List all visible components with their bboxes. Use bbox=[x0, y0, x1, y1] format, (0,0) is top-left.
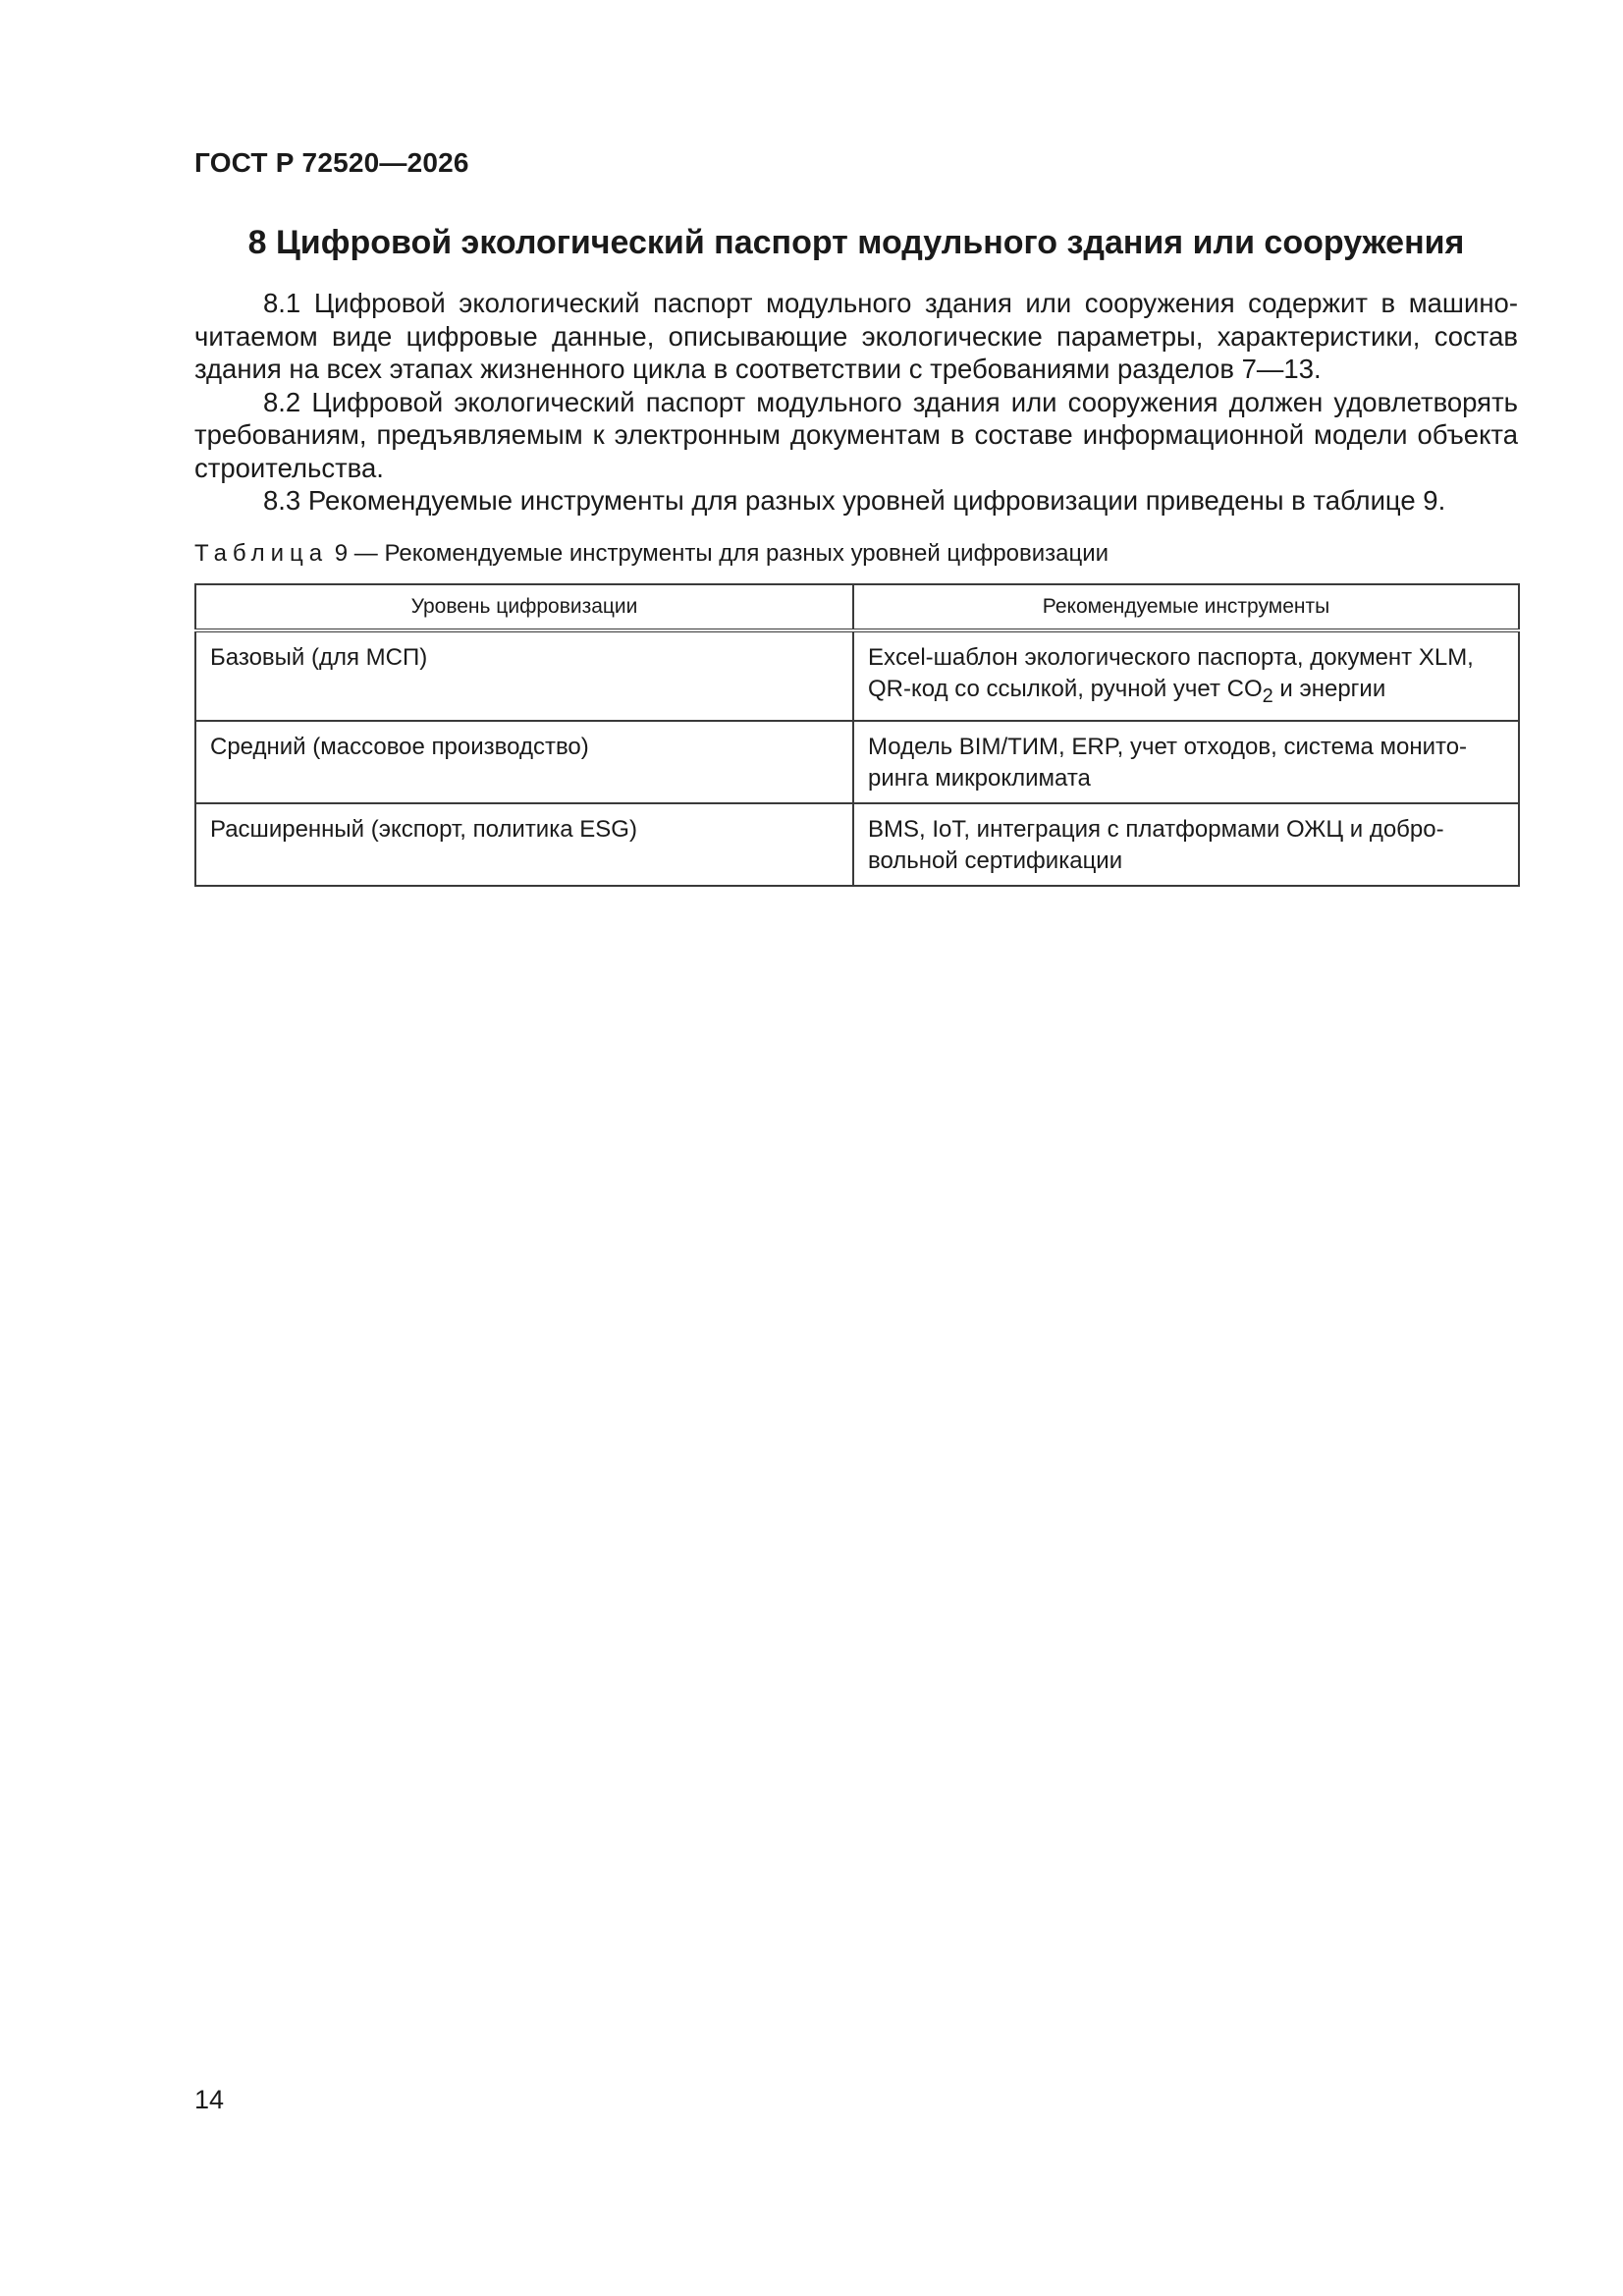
cell-tools-text-end: и энергии bbox=[1272, 676, 1386, 702]
cell-level: Средний (массовое производство) bbox=[195, 721, 853, 803]
table-caption bbox=[194, 540, 1109, 568]
table-caption-label: Таблица bbox=[194, 540, 329, 567]
section-title: 8 Цифровой экологический паспорт модульного здания или сооружения bbox=[247, 224, 1465, 261]
cell-tools bbox=[853, 630, 1519, 721]
table-header-row bbox=[195, 584, 1519, 630]
table-row bbox=[195, 630, 1519, 721]
document-header: ГОСТ Р 72520—2026 bbox=[194, 147, 469, 178]
table-caption-text: 9 — Рекомендуемые инструменты для разных уровней цифровизации bbox=[334, 540, 1109, 567]
tools-table bbox=[194, 583, 1520, 887]
page-number: 14 bbox=[194, 2085, 225, 2114]
cell-level: Расширенный (экспорт, политика ESG) bbox=[195, 803, 853, 886]
cell-tools: Модель BIM/ТИМ, ERP, учет отходов, система мониторинга микроклимата bbox=[853, 721, 1519, 803]
cell-tools-text: Excel-шаблон экологического паспорта, документ XLM, QR-код со ссылкой, ручной учет CO bbox=[867, 644, 1474, 702]
paragraph-8-3: 8.3 Рекомендуемые инструменты для разных уровней цифровизации приведены в таблице 9. bbox=[263, 485, 1446, 516]
cell-level: Базовый (для МСП) bbox=[195, 630, 853, 721]
paragraph-8-2: 8.2 Цифровой экологический паспорт модульного здания или сооружения должен удовлетворять требованиям, предъявляемым к электронным документам в составе информационной модели объекта строительства. bbox=[194, 386, 1518, 483]
paragraph-8-1: 8.1 Цифровой экологический паспорт модульного здания или сооружения содержит в машиночитаемом виде цифровые данные, описывающие экологические параметры, характеристики, состав здания на всех этапах жизненного цикла в соответствии с требованиями разделов 7—13. bbox=[194, 288, 1518, 384]
cell-tools: BMS, IoT, интеграция с платформами ОЖЦ и добровольной сертификации bbox=[853, 803, 1519, 886]
table-row bbox=[195, 721, 1519, 803]
subscript-2: 2 bbox=[1262, 684, 1273, 707]
table-row bbox=[195, 803, 1519, 886]
header-level: Уровень цифровизации bbox=[195, 584, 853, 630]
header-tools: Рекомендуемые инструменты bbox=[853, 584, 1519, 630]
body-text bbox=[194, 287, 1518, 518]
